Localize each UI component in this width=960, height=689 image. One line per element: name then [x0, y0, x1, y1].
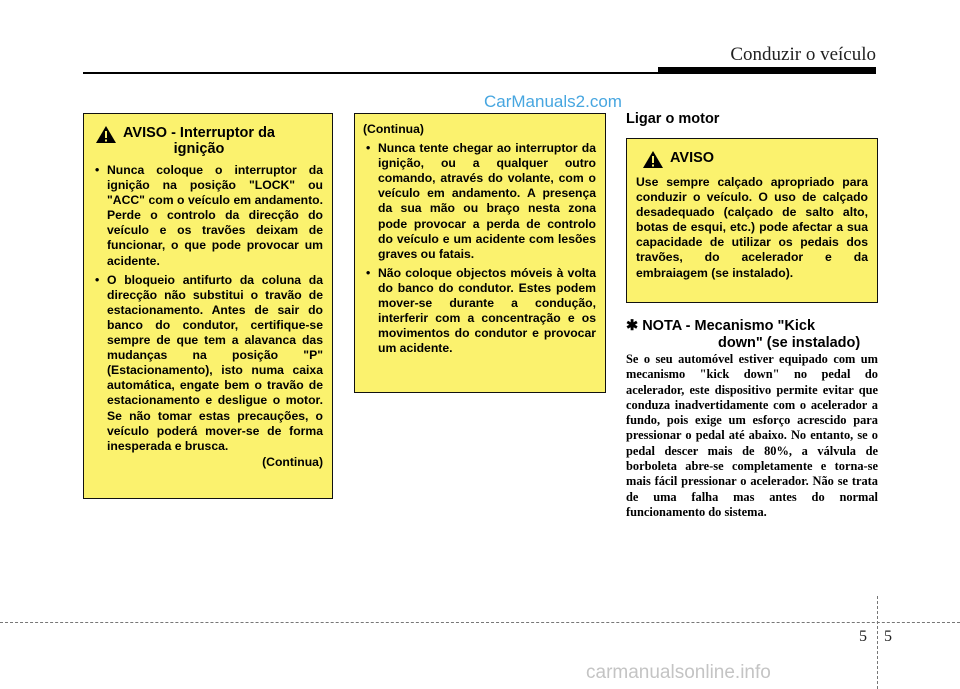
warning-box-footwear	[626, 138, 878, 303]
note-title-line2: down" (se instalado)	[718, 335, 861, 351]
watermark-top[interactable]: CarManuals2.com	[484, 92, 622, 111]
warning-list	[363, 141, 596, 356]
warning-title-line2: ignição	[173, 141, 225, 157]
page-number-section: 5	[859, 628, 867, 645]
warning-title	[636, 150, 868, 169]
footer-rule	[0, 622, 960, 623]
warning-list	[92, 163, 323, 454]
footer-divider	[877, 596, 878, 689]
warning-title-line1: AVISO - Interruptor da	[123, 125, 275, 141]
note-body: Se o seu automóvel estiver equipado com um mecanismo "kick down" no pedal do acelerador, este dispositivo permite evitar que conduza inadvertidamente com o acelerador a fundo, pois exige um esforço acrescido para pressionar o pedal até abaixo. No entanto, se o pedal descer mais de 80%, a válvula de borboleta abre-se completamente e torna-se mais fácil pressionar o acelerador. Não se trata de uma falha mas antes do normal funcionamento do sistema.	[626, 352, 878, 519]
note-heading	[626, 318, 860, 352]
warning-triangle-icon	[642, 150, 664, 169]
chapter-title: Conduzir o veículo	[730, 44, 876, 65]
warning-item: • Não coloque objectos móveis à volta do banco do condutor. Estes podem mover-se durante a condução, interferir com a concentração e os movimentos do condutor e provocar um acidente.	[363, 266, 596, 357]
section-heading: Ligar o motor	[626, 111, 720, 127]
warning-box-continued	[354, 113, 606, 393]
warning-title-text: AVISO	[670, 150, 715, 166]
note-label: NOTA	[642, 318, 682, 334]
header-rule	[83, 72, 660, 74]
note-star-icon: ✱	[626, 318, 639, 334]
warning-item: • Nunca coloque o interruptor da ignição na posição "LOCK" ou "ACC" com o veículo em andamento. Perde o controlo da direcção do veículo e os travões deixam de funcionar, o que pode provocar um acidente.	[92, 163, 323, 269]
page-number: 5	[884, 628, 892, 645]
watermark-bottom[interactable]: carmanualsonline.info	[586, 662, 771, 683]
warning-triangle-icon	[95, 125, 117, 144]
continued-label: (Continua)	[262, 454, 323, 469]
warning-box-ignition-switch	[83, 113, 333, 499]
warning-item: • O bloqueio antifurto da coluna da direcção não substitui o travão de estacionamento. Antes de sair do banco do condutor, certifique-se sempre de que tem a alavanca das mudanças na posição "P" (Estacionamento), isto numa caixa automática, engate bem o travão de estacionamento e desligue o motor. Se não tomar estas precauções, o veículo poderá mover-se de forma inesperada e brusca.	[92, 273, 323, 454]
continued-header: (Continua)	[363, 122, 424, 136]
warning-body: Use sempre calçado apropriado para conduzir o veículo. O uso de calçado desadequado (calçado de salto alto, botas de esqui, etc.) pode afectar a sua capacidade de utilizar os pedais dos travões, do acelerador e da embraiagem (se instalado).	[636, 175, 868, 280]
warning-item: • Nunca tente chegar ao interruptor da ignição, ou a qualquer outro comando, através do volante, com o veículo em andamento. A presença da sua mão ou braço nesta zona pode provocar a perda de controlo do veículo e um acidente com lesões graves ou fatais.	[363, 141, 596, 262]
note-title-line1: - Mecanismo "Kick	[681, 318, 816, 334]
header-rule-accent	[658, 67, 876, 74]
warning-title	[92, 125, 323, 157]
